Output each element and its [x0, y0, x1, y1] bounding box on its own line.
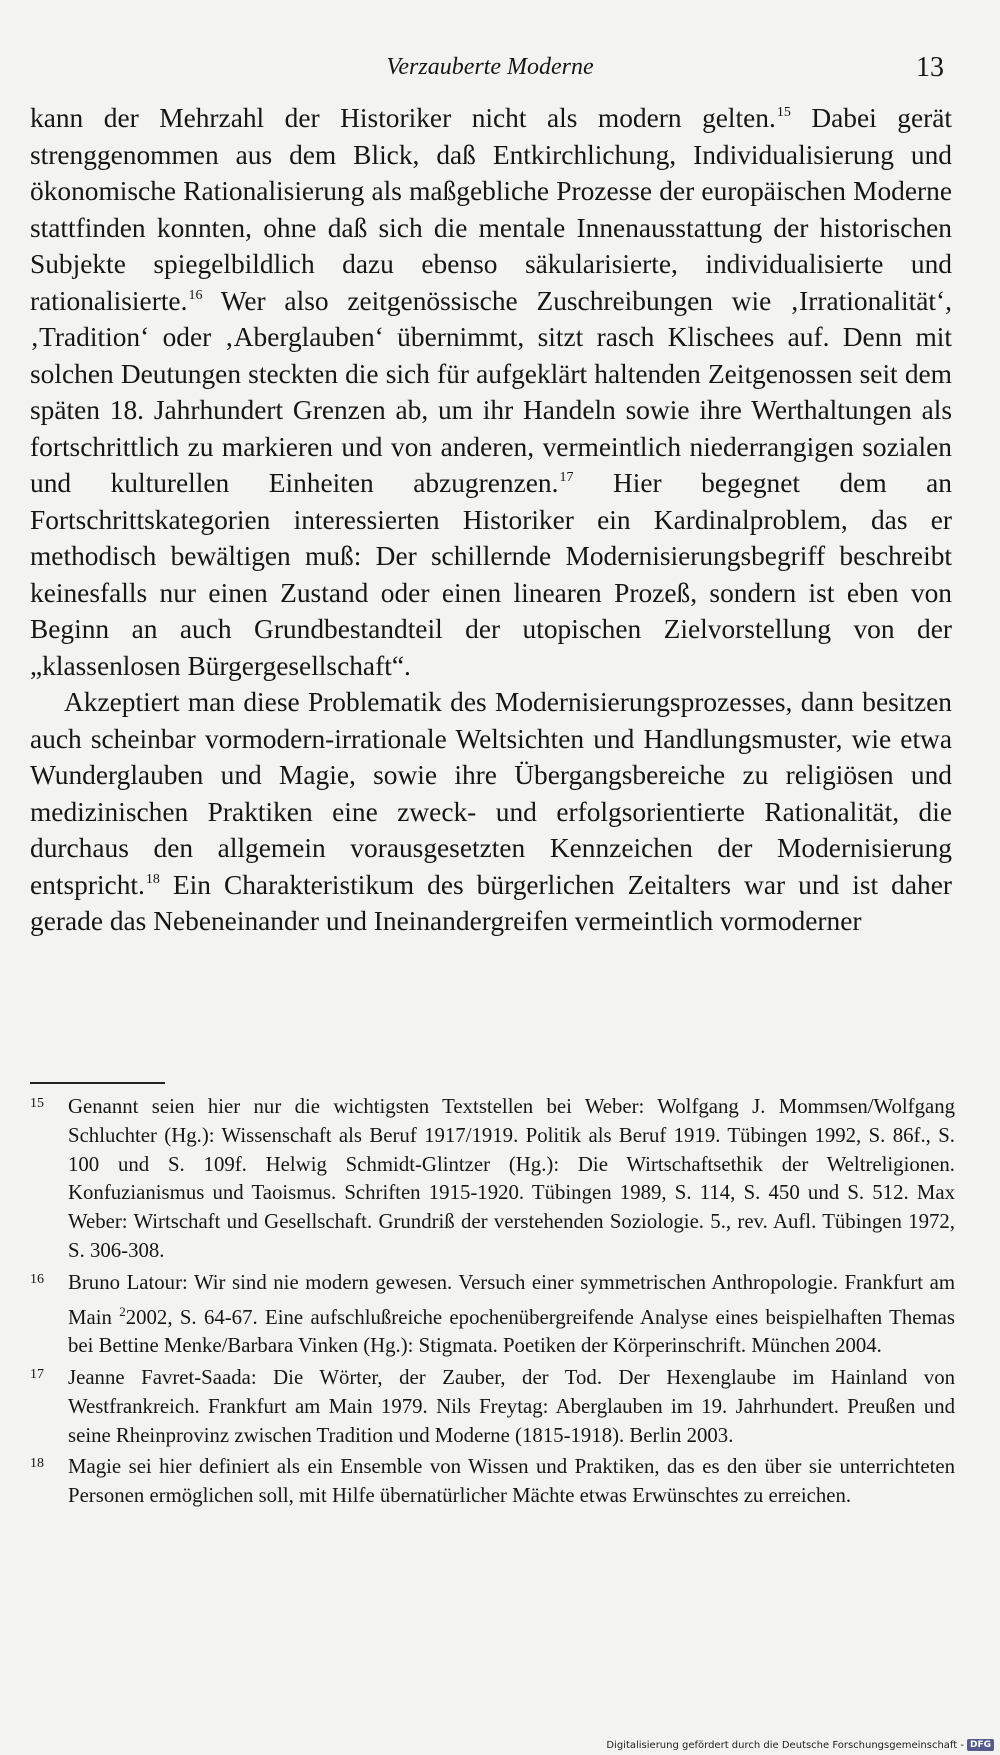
page-header	[30, 52, 950, 92]
dfg-logo[interactable]: DFG	[967, 1739, 994, 1751]
footnote-text: Genannt seien hier nur die wichtigsten Textstellen bei Weber: Wolfgang J. Mommsen/Wolfgang Schluchter (Hg.): Wissenschaft als Beruf 1917/1919. Politik als Beruf 1919. Tübingen 1992, S. 86f., S. 100 und S. 109f. Helwig Schmidt-Glintzer (Hg.): Die Wirtschaftsethik der Weltreligionen. Konfuzianismus und Taoismus. Schriften 1915-1920. Tübingen 1989, S. 114, S. 450 und S. 512. Max Weber: Wirtschaft und Gesellschaft. Grundriß der verstehenden Soziologie. 5., rev. Aufl. Tübingen 1972, S. 306-308.	[68, 1095, 955, 1262]
page-number: 13	[916, 52, 944, 83]
footnote-number: 18	[30, 1456, 44, 1472]
text-segment: Akzeptiert man diese Problematik des Modernisierungsprozesses, dann besitzen auch scheinbar vormodern-irrationale Weltsichten und Handlungsmuster, wie etwa Wunderglauben und Magie, sowie ihre Übergangsbereiche zu religiösen und medizinischen Praktiken eine zweck- und erfolgsorientierte Rationalität, die durchaus den allgemein vorausgesetzten Kennzeichen der Modernisierung entspricht.	[30, 687, 952, 900]
footnote-text: Jeanne Favret-Saada: Die Wörter, der Zauber, der Tod. Der Hexenglaube im Hainland von Westfrankreich. Frankfurt am Main 1979. Nils Freytag: Aberglauben im 19. Jahrhundert. Preußen und seine Rheinprovinz zwischen Tradition und Moderne (1815-1918). Berlin 2003.	[68, 1366, 955, 1447]
text-segment: Ein Charakteristikum des bürgerlichen Zeitalters war und ist daher gerade das Nebeneinander und Ineinandergreifen vermeintlich vormoderner	[30, 869, 952, 936]
body-text	[30, 100, 952, 940]
footnote-ref-18[interactable]: 18	[145, 871, 160, 887]
footnote-15	[30, 1093, 955, 1266]
footnote-ref-16[interactable]: 16	[188, 287, 203, 303]
footnote-16	[30, 1269, 955, 1361]
footnote-text: 2002, S. 64-67. Eine aufschlußreiche epochenübergreifende Analyse eines beispielhaften Themas bei Bettine Menke/Barbara Vinken (Hg.): Stigmata. Poetiken der Körperinschrift. München 2004.	[68, 1305, 955, 1358]
running-title: Verzauberte Moderne	[386, 54, 594, 80]
footnote-number: 16	[30, 1271, 44, 1287]
footnote-text: Bruno Latour: Wir sind nie modern gewesen. Versuch einer symmetrischen Anthropologie. Frankfurt am Main	[68, 1270, 955, 1329]
footnotes	[30, 1093, 955, 1514]
credit-text: Digitalisierung gefördert durch die Deutsche Forschungsgemeinschaft -	[606, 1739, 964, 1751]
text-segment: Wer also zeitgenössische Zuschreibungen wie ‚Irrationalität‘, ‚Tradition‘ oder ‚Aberglauben‘ übernimmt, sitzt rasch Klischees auf. Denn mit solchen Deutungen steckten die sich für aufgeklärt haltenden Zeitgenossen seit dem späten 18. Jahrhundert Grenzen ab, um ihr Handeln sowie ihre Werthaltungen als fortschrittlich zu markieren und von anderen, vermeintlich niederrangigen sozialen und kulturellen Einheiten abzugrenzen.	[30, 285, 952, 498]
footnote-ref-15[interactable]: 15	[776, 105, 791, 120]
paragraph-2	[30, 684, 952, 940]
footnote-17	[30, 1364, 955, 1450]
footnote-number: 15	[30, 1096, 44, 1111]
footnote-number: 17	[30, 1367, 44, 1383]
text-segment: Hier begegnet dem an Fortschrittskategorien interessierten Historiker ein Kardinalproblem, das er methodisch bewältigen muß: Der schillernde Modernisierungsbegriff beschreibt keinesfalls nur einen Zustand oder einen linearen Prozeß, sondern ist eben von Beginn an auch Grundbestandteil der utopischen Zielvorstellung von der „klassenlosen Bürgergesellschaft“.	[30, 468, 953, 681]
text-segment: Dabei gerät strenggenommen aus dem Blick, daß Entkirchlichung, Individualisierung und ökonomische Rationalisierung als maßgebliche Prozesse der europäischen Moderne stattfinden konnten, ohne daß sich die mentale Innenausstattung der historischen Subjekte spiegelbildlich dazu ebenso säkularisierte, individualisierte und rationalisierte.	[30, 103, 952, 316]
edition-superscript: 2	[119, 1303, 126, 1319]
footnote-ref-17[interactable]: 17	[559, 470, 574, 485]
paragraph-1	[30, 100, 952, 684]
footnote-18	[30, 1453, 955, 1511]
footnote-text: Magie sei hier definiert als ein Ensemble von Wissen und Praktiken, das es den über sie unterrichteten Personen ermöglichen soll, mit Hilfe übernatürlicher Mächte etwas Erwünschtes zu erreichen.	[68, 1455, 955, 1508]
text-segment: kann der Mehrzahl der Historiker nicht als modern gelten.	[30, 103, 776, 133]
footnote-divider	[30, 1082, 165, 1084]
digitization-credit	[606, 1739, 994, 1751]
